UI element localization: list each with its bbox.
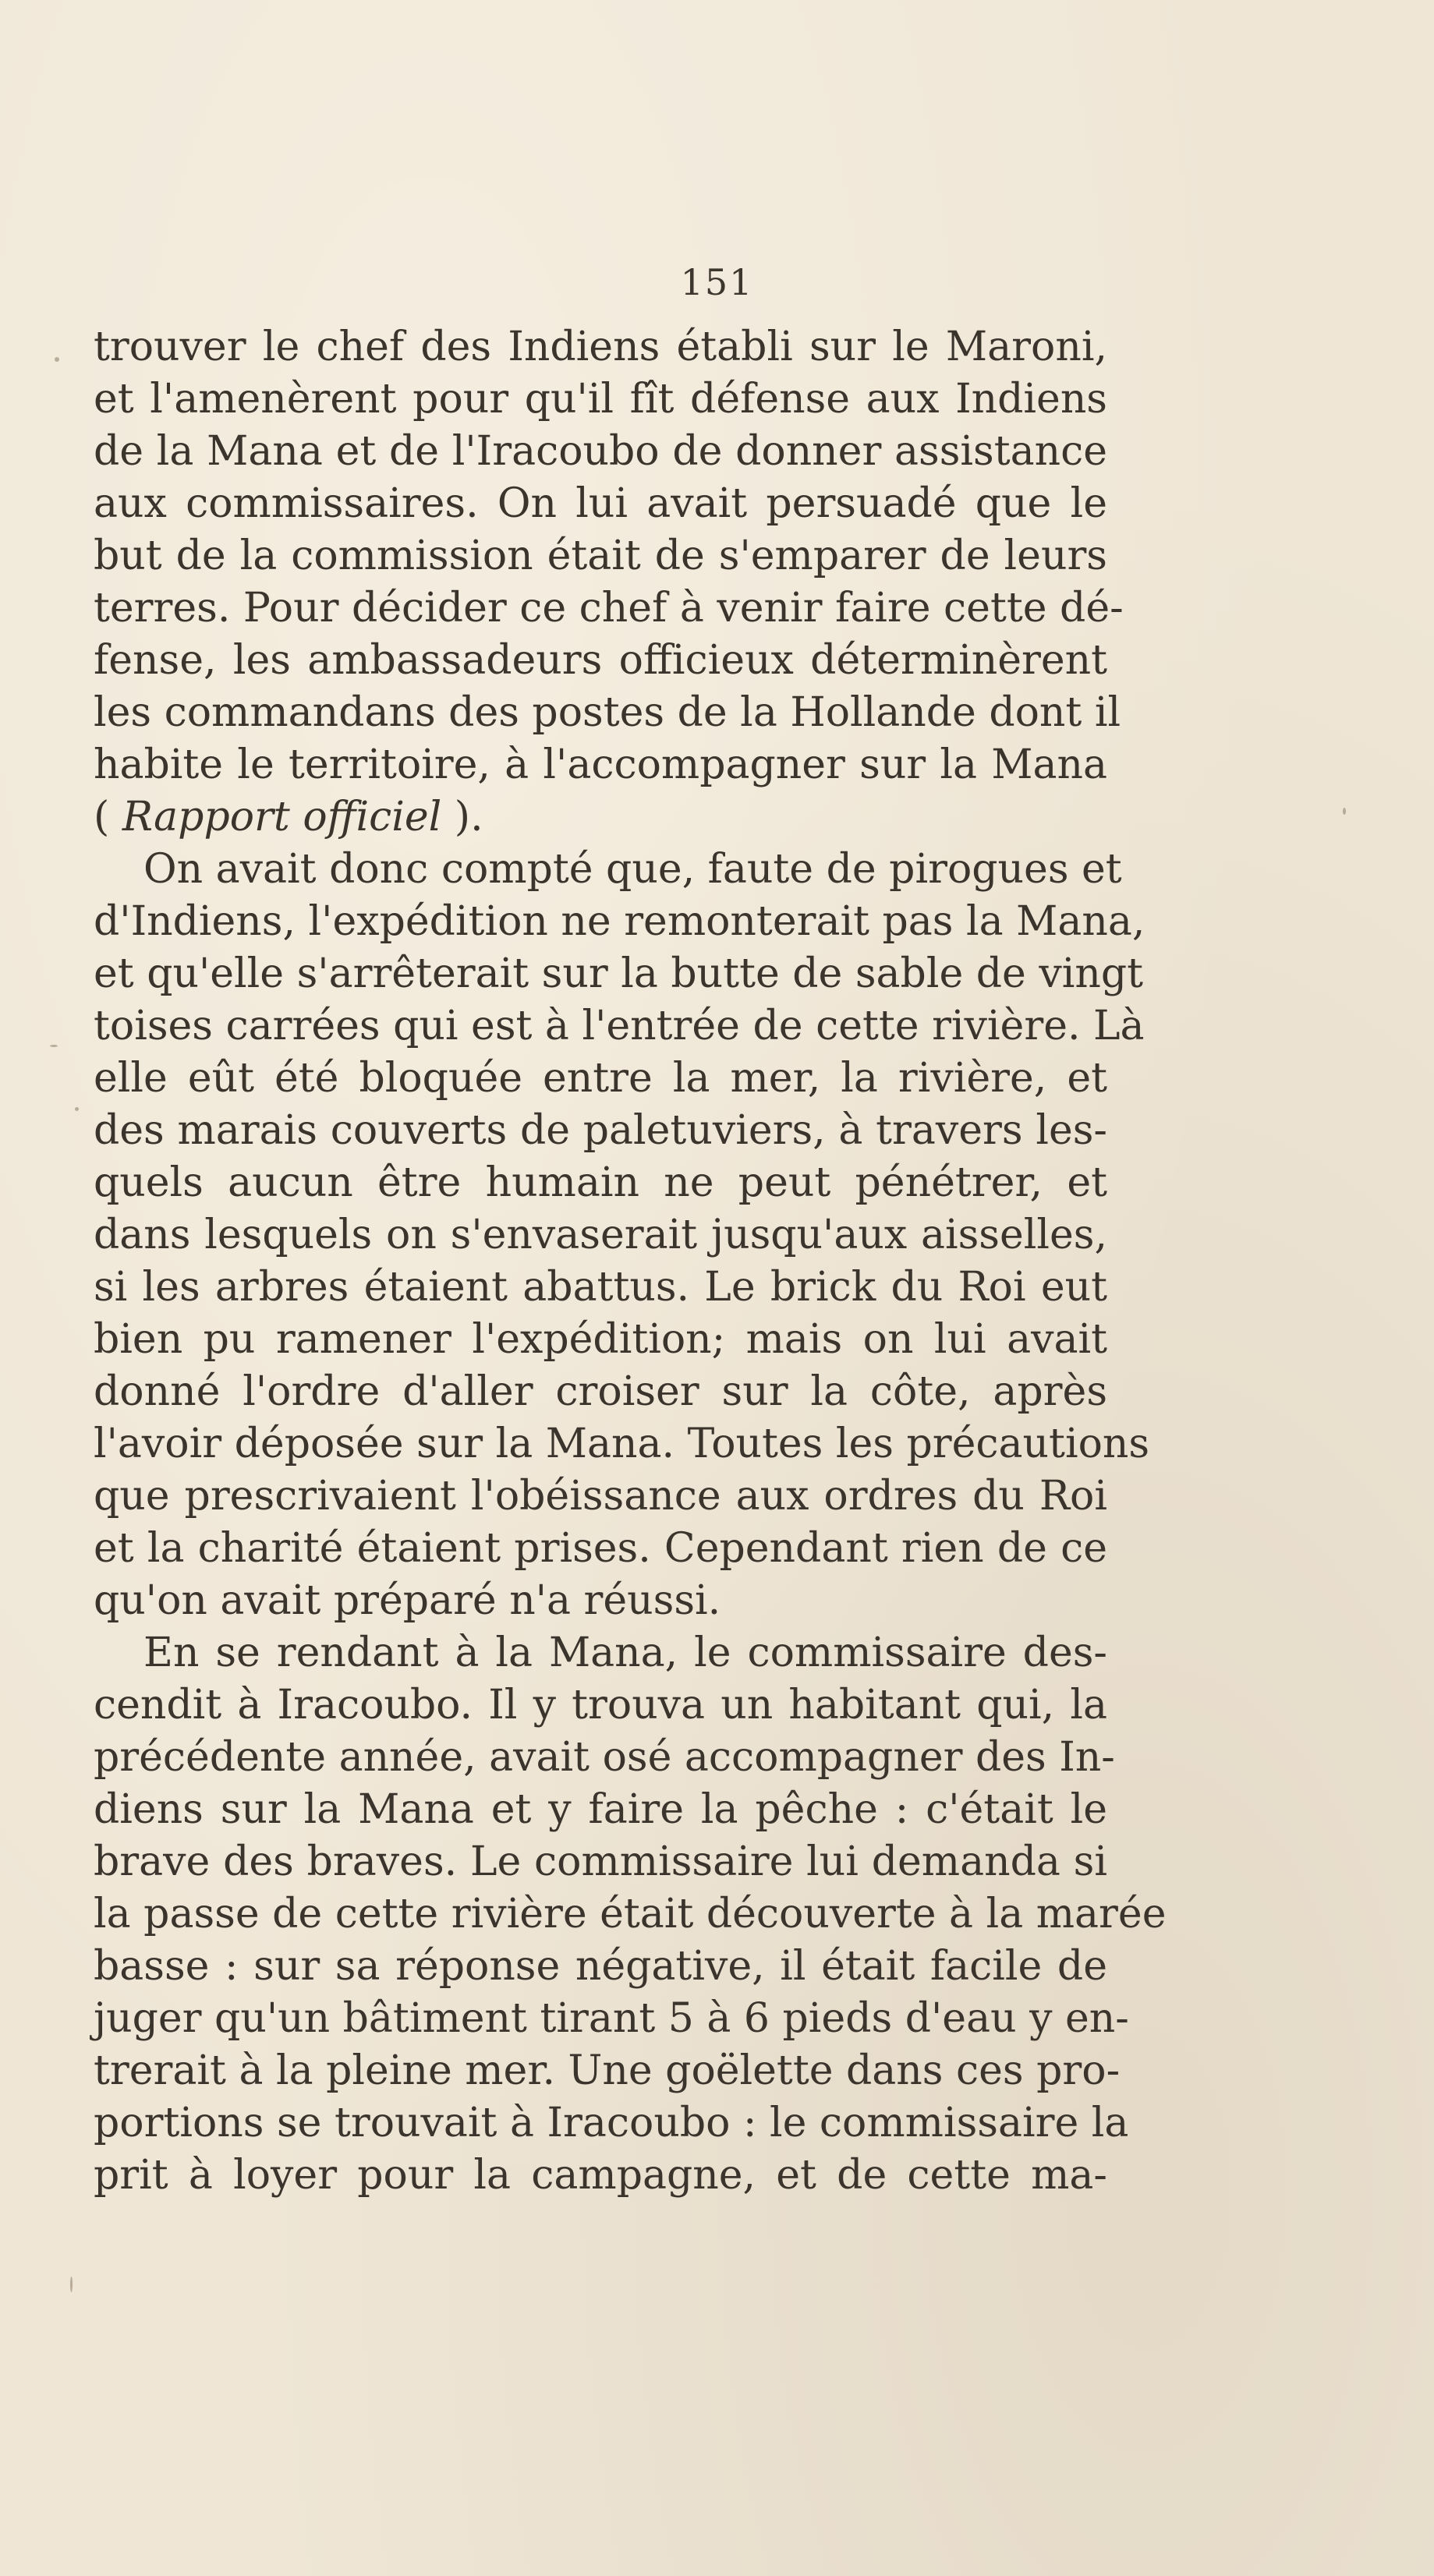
- text-line: qu'on avait préparé n'a réussi.: [94, 1577, 721, 1624]
- paper-speck: [50, 1045, 58, 1047]
- paper-speck: [70, 2277, 73, 2292]
- text-line: de la Mana et de l'Iracoubo de donner assistance: [94, 428, 1107, 475]
- page-number: 151: [680, 261, 754, 303]
- text-line: dans lesquels on s'envaserait jusqu'aux aisselles,: [94, 1212, 1107, 1258]
- text-line: donné l'ordre d'aller croiser sur la côte, après: [94, 1368, 1107, 1415]
- text-line: prit à loyer pour la campagne, et de cette ma-: [94, 2152, 1107, 2199]
- text-line: elle eût été bloquée entre la mer, la rivière, et: [94, 1055, 1107, 1102]
- text-line: but de la commission était de s'emparer de leurs: [94, 533, 1107, 579]
- text-line: que prescrivaient l'obéissance aux ordres du Roi: [94, 1473, 1107, 1520]
- citation-close: ).: [441, 794, 483, 840]
- text-line: et l'amenèrent pour qu'il fît défense aux Indiens: [94, 376, 1107, 423]
- text-line: et la charité étaient prises. Cependant rien de ce: [94, 1525, 1107, 1572]
- text-line: diens sur la Mana et y faire la pêche : c'était le: [94, 1786, 1107, 1833]
- paper-speck: [1343, 808, 1346, 815]
- text-line: trouver le chef des Indiens établi sur le Maroni,: [94, 324, 1107, 370]
- text-line: terres. Pour décider ce chef à venir faire cette dé-: [94, 585, 1124, 632]
- text-line: On avait donc compté que, faute de pirogues et: [143, 846, 1122, 893]
- paper-speck: [55, 357, 59, 362]
- text-line: basse : sur sa réponse négative, il était facile de: [94, 1943, 1107, 1990]
- text-line: toises carrées qui est à l'entrée de cette rivière. Là: [94, 1003, 1145, 1049]
- text-line: et qu'elle s'arrêterait sur la butte de sable de vingt: [94, 950, 1144, 997]
- paper-speck: [75, 1107, 79, 1111]
- text-line: la passe de cette rivière était découverte à la marée: [94, 1891, 1167, 1937]
- text-line: des marais couverts de paletuviers, à travers les-: [94, 1107, 1107, 1154]
- text-line: juger qu'un bâtiment tirant 5 à 6 pieds d'eau y en-: [94, 1995, 1129, 2042]
- text-line: portions se trouvait à Iracoubo : le commissaire la: [94, 2100, 1129, 2146]
- text-line: brave des braves. Le commissaire lui demanda si: [94, 1838, 1107, 1885]
- text-line: les commandans des postes de la Hollande dont il: [94, 689, 1121, 736]
- text-line: précédente année, avait osé accompagner des In-: [94, 1734, 1115, 1781]
- text-line: trerait à la pleine mer. Une goëlette dans ces pro-: [94, 2047, 1121, 2094]
- text-line: habite le territoire, à l'accompagner sur la Mana: [94, 741, 1107, 788]
- citation-title: Rapport officiel: [122, 794, 442, 840]
- text-line: l'avoir déposée sur la Mana. Toutes les précautions: [94, 1421, 1150, 1467]
- text-line: d'Indiens, l'expédition ne remonterait pas la Mana,: [94, 898, 1145, 945]
- text-line: cendit à Iracoubo. Il y trouva un habitant qui, la: [94, 1682, 1107, 1729]
- citation-open: (: [94, 794, 122, 840]
- text-line: En se rendant à la Mana, le commissaire des-: [143, 1629, 1107, 1676]
- text-line: bien pu ramener l'expédition; mais on lui avait: [94, 1316, 1107, 1363]
- text-line: si les arbres étaient abattus. Le brick du Roi eut: [94, 1264, 1107, 1311]
- text-line: fense, les ambassadeurs officieux déterminèrent: [94, 637, 1107, 684]
- text-line: aux commissaires. On lui avait persuadé que le: [94, 480, 1107, 527]
- text-line: quels aucun être humain ne peut pénétrer, et: [94, 1159, 1107, 1206]
- citation-line: [94, 791, 1107, 844]
- body-text: [94, 321, 1167, 2202]
